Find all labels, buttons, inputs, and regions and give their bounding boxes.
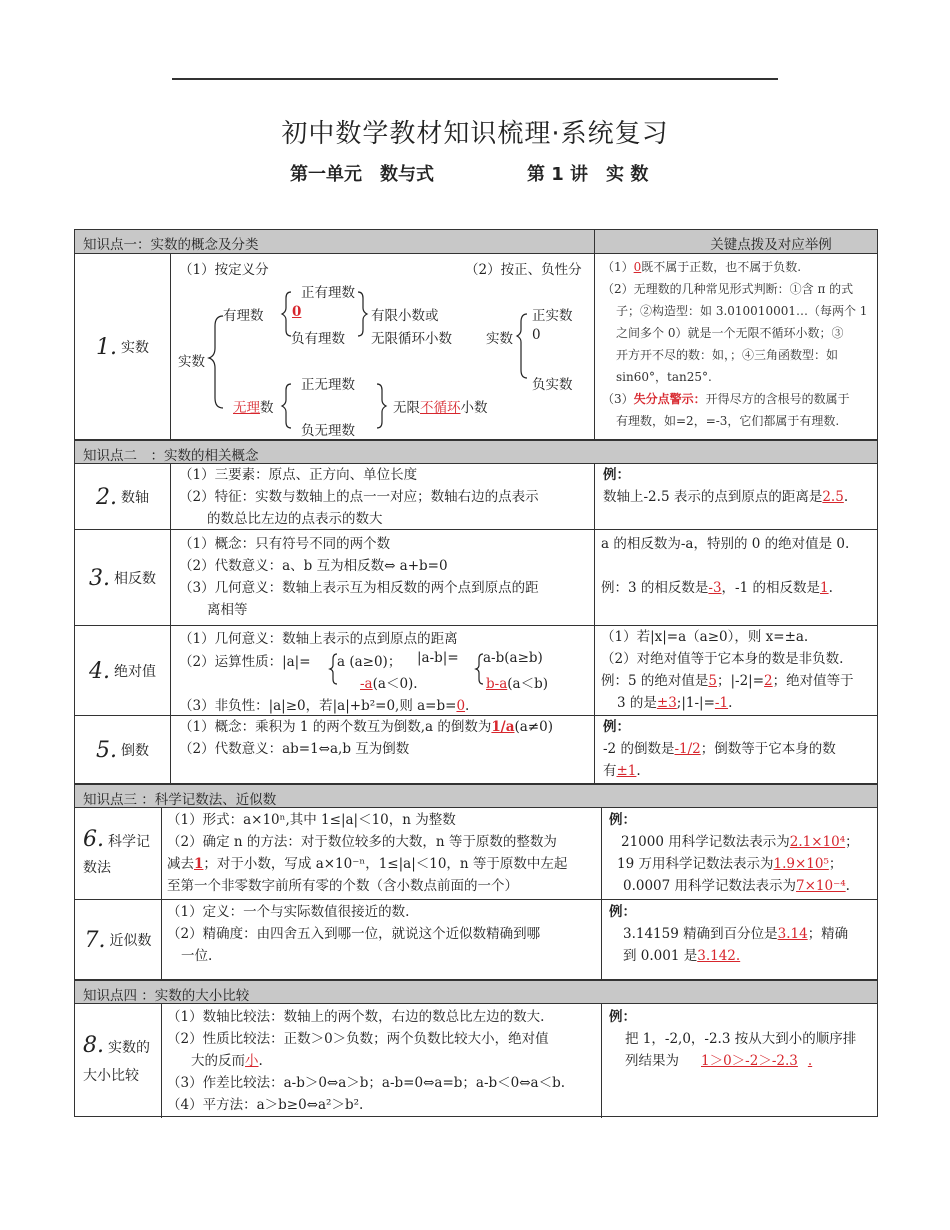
note1-answer: 0 xyxy=(633,260,642,274)
brace-sign xyxy=(517,314,527,378)
line2: （2）代数意义：ab=1⇔a,b 互为倒数 xyxy=(179,741,410,757)
label-by-definition: （1）按定义分 xyxy=(179,262,269,278)
line3-answer: 1 xyxy=(194,856,204,872)
line3-b: ；对于小数，写成 a×10⁻ⁿ，1≤|a|＜10，n 等于原数中左起 xyxy=(203,856,568,872)
brace-finite xyxy=(358,292,367,336)
brace-real xyxy=(209,316,223,408)
real-label: 实数 xyxy=(178,354,205,370)
neg-real: 负实数 xyxy=(532,377,573,393)
brace-abs xyxy=(330,654,337,684)
case4-answer: b-a xyxy=(486,676,508,692)
section-header-1 xyxy=(75,230,877,254)
line2: （2）代数意义：a、b 互为相反数⇔ a+b=0 xyxy=(179,558,448,574)
line1: （1）数轴比较法：数轴上的两个数，右边的数总比左边的数大. xyxy=(167,1009,545,1025)
ex-a: 例：3 的相反数是 xyxy=(601,580,709,596)
ex2: 列结果为 xyxy=(625,1053,679,1069)
label-by-sign: （2）按正、负性分 xyxy=(465,262,582,278)
row-approx xyxy=(75,900,877,980)
header3-text: 知识点三 ：科学记数法、近似数 xyxy=(83,792,277,808)
ex2: 到 0.001 是 xyxy=(623,948,698,964)
ex2: 19 万用科学记数法表示为 xyxy=(617,856,774,872)
ex1-s: ；精确 xyxy=(807,926,849,942)
irrational-suffix: 数 xyxy=(260,400,274,416)
row-reciprocal xyxy=(75,716,877,784)
ans2: 1＞0＞-2＞-2.3 xyxy=(701,1053,798,1069)
ans3-b: 2 xyxy=(764,673,773,689)
line4: （3）作差比较法：a-b＞0⇔a＞b；a-b=0⇔a=b；a-b＜0⇔a＜b. xyxy=(167,1075,566,1091)
note3-line2: 有理数，如=2，=-3，它们都属于有理数. xyxy=(616,414,840,428)
row-title: 4. 绝对值 xyxy=(89,658,156,684)
section-header-4 xyxy=(75,980,877,1004)
line2: （2）确定 n 的方法：对于数位较多的大数，n 等于原数的整数为 xyxy=(167,834,557,850)
example-label: 例： xyxy=(609,1009,636,1025)
row-title: 2. 数轴 xyxy=(96,484,149,510)
line3-answer: 小 xyxy=(245,1053,259,1069)
line2: （2）精确度：由四舍五入到哪一位，就说这个近似数精确到哪 xyxy=(167,926,541,942)
section-header-3 xyxy=(75,784,877,808)
neg-irrational: 负无理数 xyxy=(301,423,355,439)
note1-text: 既不属于正数，也不属于负数. xyxy=(641,260,802,274)
brace-abs-diff xyxy=(476,654,483,684)
ex3-a: 例：5 的绝对值是 xyxy=(601,673,709,689)
row-title: 6. 科学记 数法 xyxy=(83,827,150,876)
brace-diagram xyxy=(75,254,594,440)
ans1: 3.14 xyxy=(777,926,808,942)
brace-irrational xyxy=(282,384,291,428)
ex3-b: ；|-2|= xyxy=(716,673,765,689)
brace-inf xyxy=(377,384,386,428)
note3-text: 开得尽方的含根号的数属于 xyxy=(705,392,850,406)
row-title: 1. 实数 xyxy=(96,334,149,360)
top-rule xyxy=(172,78,778,80)
ex-b: ，-1 的相反数是 xyxy=(721,580,820,596)
knowledge-table xyxy=(74,229,878,1117)
row-title: 3. 相反数 xyxy=(89,565,156,591)
ans-a: -3 xyxy=(708,580,722,596)
ex4-a: 3 的是 xyxy=(617,695,657,711)
inf-suffix: 小数 xyxy=(460,400,488,416)
line4: 离相等 xyxy=(207,602,248,618)
example-line1: 把 1，-2,0，-2.3 按从大到小的顺序排 xyxy=(625,1031,857,1047)
zero-answer: 0 xyxy=(292,304,302,320)
note3-warning: 失分点警示： xyxy=(633,392,706,406)
header-right: 关键点拨及对应举例 xyxy=(710,237,832,253)
ex1: 3.14159 精确到百分位是 xyxy=(623,926,778,942)
note3-prefix: （3） xyxy=(602,392,634,406)
abs-braces xyxy=(75,626,594,716)
case2-answer: -a xyxy=(360,676,373,692)
row-opposite xyxy=(75,530,877,626)
line3: 一位. xyxy=(181,948,213,964)
neg-rational: 负有理数 xyxy=(291,331,345,347)
row-title: 8. 实数的 大小比较 xyxy=(83,1033,150,1084)
header-left: 知识点一：实数的概念及分类 xyxy=(83,237,259,253)
ex3-c: ；绝对值等于 xyxy=(772,673,854,689)
ex4-c: . xyxy=(728,695,733,711)
line3-a: 大的反而 xyxy=(191,1053,245,1069)
note2-line1: （2）无理数的几种常见形式判断：①含 π 的式 xyxy=(602,282,854,296)
pos-real: 正实数 xyxy=(532,308,573,324)
ex-a: -2 的倒数是 xyxy=(603,741,675,757)
example-label: 例： xyxy=(603,467,630,483)
note2-line5: sin60°，tan25°. xyxy=(616,370,712,384)
line5: （4）平方法：a＞b≥0⇔a²＞b². xyxy=(167,1097,364,1113)
ex2-s: ； xyxy=(828,856,843,872)
example-line1: （1）若|x|=a（a≥0），则 x=±a. xyxy=(601,629,809,645)
rational: 有理数 xyxy=(223,308,264,324)
note1-prefix: （1） xyxy=(602,260,634,274)
row-scientific xyxy=(75,808,877,900)
note2-line2: 子；②构造型：如 3.010010001…（每两个 1 xyxy=(616,304,868,318)
case2-suffix: (a＜0). xyxy=(372,676,418,692)
page-title: 初中数学教材知识梳理·系统复习 xyxy=(281,119,669,149)
line1: （1）概念：乘积为 1 的两个数互为倒数,a 的倒数为 xyxy=(179,719,492,735)
ans3: 7×10⁻⁴ xyxy=(796,878,846,894)
ans-b: 1 xyxy=(820,580,829,596)
line3: （3）非负性：|a|≥0，若|a|+b²=0,则 a=b= xyxy=(179,698,457,714)
row-number-line xyxy=(75,464,877,530)
example-line2: （2）对绝对值等于它本身的数是非负数. xyxy=(601,651,844,667)
row-title: 5. 倒数 xyxy=(96,737,149,763)
line2: （2）特征：实数与数轴上的点一一对应；数轴右边的点表示 xyxy=(179,489,539,505)
line1: （1）概念：只有符号不同的两个数 xyxy=(179,536,391,552)
line4: 至第一个非零数字前所有零的个数（含小数点前面的一个） xyxy=(167,878,518,894)
note2-line4: 开方开不尽的数：如，；④三角函数型：如 xyxy=(616,348,839,362)
line3-answer: 0 xyxy=(456,698,466,714)
ex3: 0.0007 用科学记数法表示为 xyxy=(623,878,797,894)
row-real-number xyxy=(75,254,877,440)
finite-decimal: 有限小数或 xyxy=(371,308,439,324)
header2-text: 知识点二 ：实数的相关概念 xyxy=(83,448,259,464)
ex2-s: . xyxy=(807,1053,813,1069)
ex-c: . xyxy=(828,580,833,596)
line3-suffix: . xyxy=(465,698,470,714)
example-label: 例： xyxy=(609,904,636,920)
line1: （1）三要素：原点、正方向、单位长度 xyxy=(179,467,418,483)
non-repeating-answer: 不循环 xyxy=(420,400,461,416)
ans3-a: 5 xyxy=(708,673,717,689)
unit-title: 第一单元 数与式 xyxy=(290,164,434,185)
row-absolute xyxy=(75,626,877,716)
line3: （3）几何意义：数轴上表示互为相反数的两个点到原点的距 xyxy=(179,580,539,596)
section-header-2 xyxy=(75,440,877,464)
line3-a: 减去 xyxy=(167,856,194,872)
ex4-b: ;|1-|= xyxy=(676,695,715,711)
ans-b: ±1 xyxy=(616,763,637,779)
note2-line3: 之间多个 0）就是一个无限不循环小数；③ xyxy=(616,326,844,340)
ans2: 3.142. xyxy=(697,948,741,964)
pos-irrational: 正无理数 xyxy=(301,377,355,393)
ans1: 2.1×10⁴ xyxy=(789,834,846,850)
brace-rational xyxy=(282,292,291,336)
irrational-answer: 无理 xyxy=(233,400,260,416)
example-line1: a 的相反数为-a，特别的 0 的绝对值是 0. xyxy=(601,536,850,552)
case1: a (a≥0)； xyxy=(337,654,402,670)
line1: （1）几何意义：数轴上表示的点到原点的距离 xyxy=(179,631,458,647)
example-answer: 2.5 xyxy=(822,489,844,505)
ans2: 1.9×10⁵ xyxy=(773,856,829,872)
ans-a: -1/2 xyxy=(674,741,701,757)
pos-rational: 正有理数 xyxy=(301,285,355,301)
example-label: 例： xyxy=(609,812,636,828)
zero-real: 0 xyxy=(532,327,541,343)
ans4-b: -1 xyxy=(714,695,729,711)
ex-b: ；倒数等于它本身的数 xyxy=(700,741,836,757)
case3: a-b(a≥b) xyxy=(483,650,543,666)
line2: （2）性质比较法：正数＞0＞负数；两个负数比较大小，绝对值 xyxy=(167,1031,549,1047)
line1-answer: 1/a xyxy=(491,719,515,735)
row-title: 7. 近似数 xyxy=(84,927,152,953)
line1: （1）形式：a×10ⁿ,其中 1≤|a|＜10，n 为整数 xyxy=(167,812,456,828)
ex1: 21000 用科学记数法表示为 xyxy=(621,834,790,850)
ex1-s: ； xyxy=(845,834,859,850)
inf-prefix: 无限 xyxy=(393,400,420,416)
case4-suffix: (a＜b) xyxy=(507,676,548,692)
line1-suffix: (a≠0) xyxy=(514,719,553,735)
example-label: 例： xyxy=(603,719,630,735)
header4-text: 知识点四 ：实数的大小比较 xyxy=(83,988,250,1004)
real-label-2: 实数 xyxy=(486,331,513,347)
ex3-s: . xyxy=(845,878,850,894)
line3: 的数总比左边的点表示的数大 xyxy=(207,511,383,527)
example-text: 数轴上-2.5 表示的点到原点的距离是 xyxy=(603,489,823,505)
lecture-title: 第 1 讲 实 数 xyxy=(527,164,649,185)
row-compare xyxy=(75,1004,877,1118)
repeating-decimal: 无限循环小数 xyxy=(371,331,452,347)
line3-b: . xyxy=(258,1053,263,1069)
example-suffix: . xyxy=(843,489,849,505)
abs-diff: |a-b|= xyxy=(417,650,459,666)
ans4-a: ±3 xyxy=(656,695,677,711)
ex-c: 有 xyxy=(603,763,617,779)
line2: （2）运算性质：|a|= xyxy=(179,654,311,670)
line1: （1）定义：一个与实际数值很接近的数. xyxy=(167,904,410,920)
ex-d: . xyxy=(636,763,641,779)
